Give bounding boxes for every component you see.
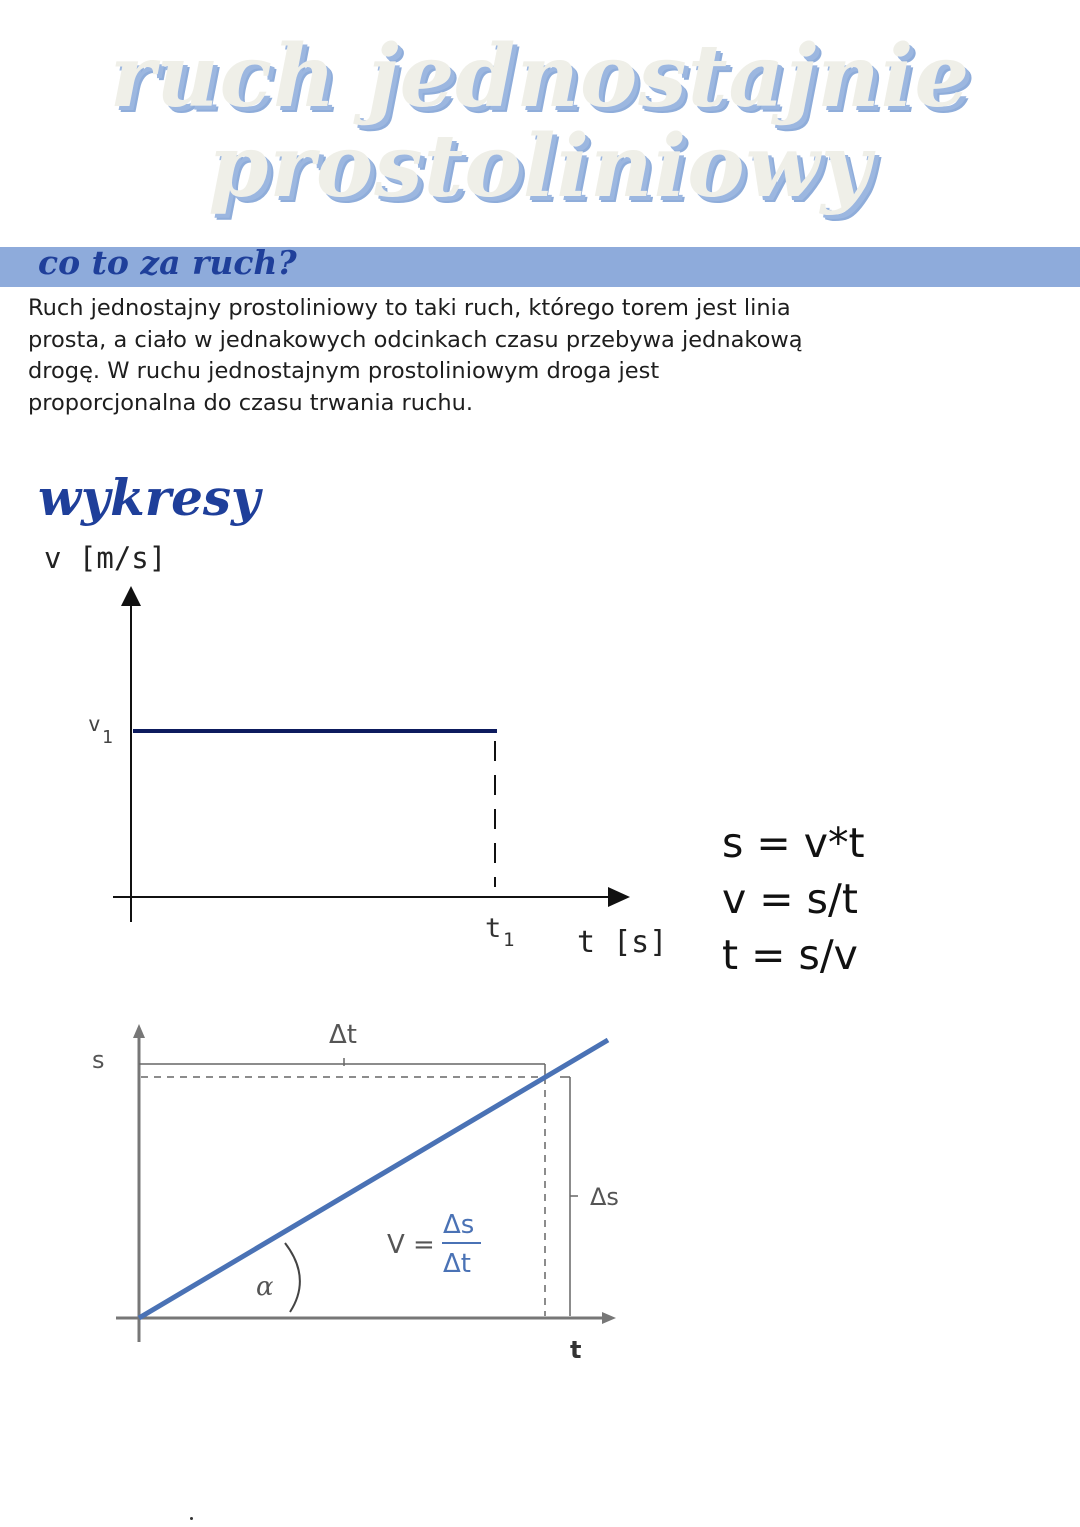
distance-x-arrow-icon	[602, 1312, 616, 1324]
section-heading-graphs: wykresy	[38, 468, 261, 527]
formula-distance: s = v*t	[722, 819, 865, 867]
paragraph-line: drogę. W ruchu jednostajnym prostoliniowym droga jest	[28, 358, 660, 384]
velocity-formula-lhs: V =	[387, 1230, 435, 1260]
stray-dot	[190, 1517, 193, 1520]
formulas-block	[722, 815, 865, 983]
distance-y-label: s	[92, 1046, 105, 1074]
velocity-formula-numerator: Δs	[443, 1210, 475, 1240]
velocity-t1-subscript: 1	[503, 929, 515, 951]
distance-y-arrow-icon	[133, 1024, 145, 1038]
formula-velocity: v = s/t	[722, 875, 858, 923]
delta-s-label: Δs	[590, 1183, 619, 1211]
distance-line	[139, 1040, 608, 1318]
velocity-t1-label: t	[485, 913, 502, 944]
velocity-graph	[44, 541, 667, 960]
paragraph-line: Ruch jednostajny prostoliniowy to taki ruch, którego torem jest linia	[28, 295, 791, 321]
paragraph-line: proporcjonalna do czasu trwania ruchu.	[28, 389, 474, 416]
velocity-x-arrow-icon	[608, 887, 630, 907]
delta-t-label: Δt	[329, 1020, 357, 1050]
formula-time: t = s/v	[722, 931, 858, 979]
distance-graph	[92, 1020, 619, 1364]
angle-arc	[285, 1243, 300, 1312]
page-title-line-1: ruch jednostajnie	[109, 26, 971, 127]
velocity-y-arrow-icon	[121, 586, 141, 606]
velocity-x-axis-label: t [s]	[577, 925, 668, 960]
section-heading-intro: co to za ruch?	[38, 243, 297, 282]
distance-x-label: t	[570, 1336, 582, 1364]
paragraph-line: prosta, a ciało w jednakowych odcinkach czasu przebywa jednakową	[28, 326, 803, 353]
velocity-v1-subscript: 1	[102, 727, 113, 748]
velocity-formula-denominator: Δt	[443, 1249, 471, 1279]
angle-alpha-label: α	[256, 1272, 274, 1302]
velocity-v1-label: v	[88, 712, 101, 736]
page-title-line-2: prostoliniowy	[208, 116, 872, 217]
velocity-y-axis-label: v [m/s]	[44, 541, 167, 575]
